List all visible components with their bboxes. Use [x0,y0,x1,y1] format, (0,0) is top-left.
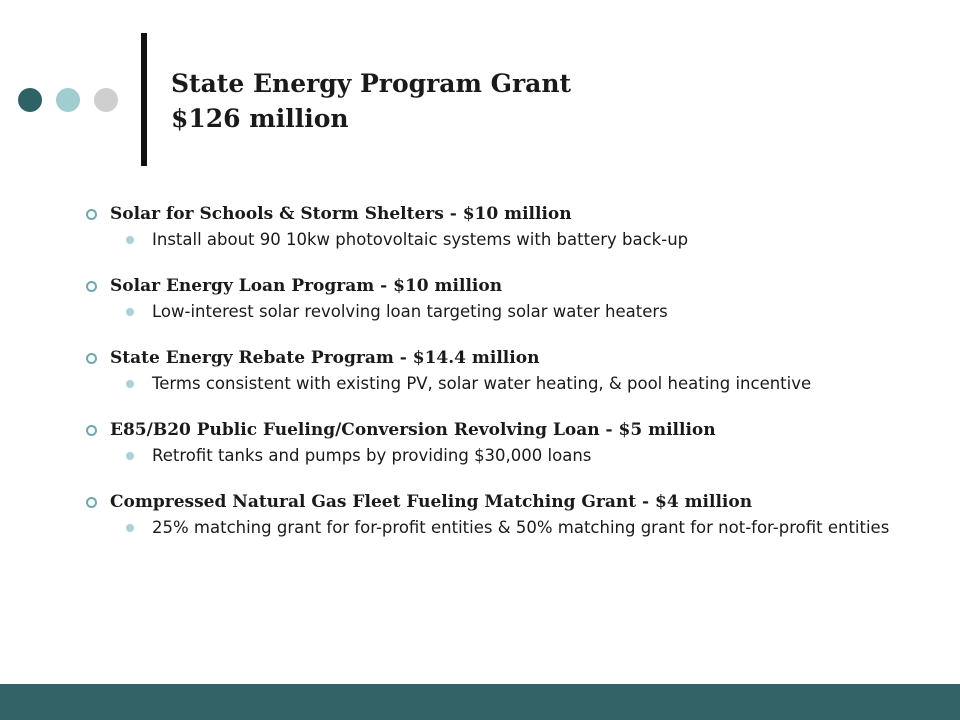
title-line-2: $126 million [171,104,349,133]
ring-bullet-icon [86,209,97,220]
title-line-1: State Energy Program Grant [171,69,572,98]
ring-bullet-icon [86,281,97,292]
bullet-detail [82,518,942,538]
list-item [82,272,942,322]
light-teal-dot-icon [56,88,80,112]
bullet-heading-text: Solar Energy Loan Program - $10 million [110,276,503,296]
footer-bar [0,684,960,720]
bullet-heading [82,272,942,300]
decorative-dots [18,88,128,112]
bullet-detail-text: Install about 90 10kw photovoltaic systems with battery back-up [152,230,689,249]
bullet-detail [82,230,942,250]
dot-bullet-icon [126,524,134,532]
bullet-detail-text: 25% matching grant for for-profit entities & 50% matching grant for not-for-profit entities [152,518,890,537]
ring-bullet-icon [86,497,97,508]
dot-bullet-icon [126,236,134,244]
list-item [82,488,942,538]
bullet-heading-text: Solar for Schools & Storm Shelters - $10 million [110,204,572,224]
dot-bullet-icon [126,308,134,316]
title-divider [141,33,147,166]
bullet-detail [82,446,942,466]
bullet-detail [82,302,942,322]
dot-bullet-icon [126,452,134,460]
list-item [82,200,942,250]
bullet-heading [82,344,942,372]
bullet-heading-text: E85/B20 Public Fueling/Conversion Revolving Loan - $5 million [110,420,716,440]
bullet-heading [82,416,942,444]
bullet-detail-text: Low-interest solar revolving loan targeting solar water heaters [152,302,668,321]
bullet-list [82,200,942,560]
gray-dot-icon [94,88,118,112]
slide-title [171,66,571,136]
bullet-heading [82,488,942,516]
dark-teal-dot-icon [18,88,42,112]
ring-bullet-icon [86,353,97,364]
ring-bullet-icon [86,425,97,436]
list-item [82,344,942,394]
bullet-detail [82,374,942,394]
bullet-detail-text: Terms consistent with existing PV, solar water heating, & pool heating incentive [152,374,812,393]
bullet-detail-text: Retrofit tanks and pumps by providing $30,000 loans [152,446,592,465]
bullet-heading-text: Compressed Natural Gas Fleet Fueling Matching Grant - $4 million [110,492,753,512]
dot-bullet-icon [126,380,134,388]
bullet-heading-text: State Energy Rebate Program - $14.4 million [110,348,540,368]
list-item [82,416,942,466]
bullet-heading [82,200,942,228]
